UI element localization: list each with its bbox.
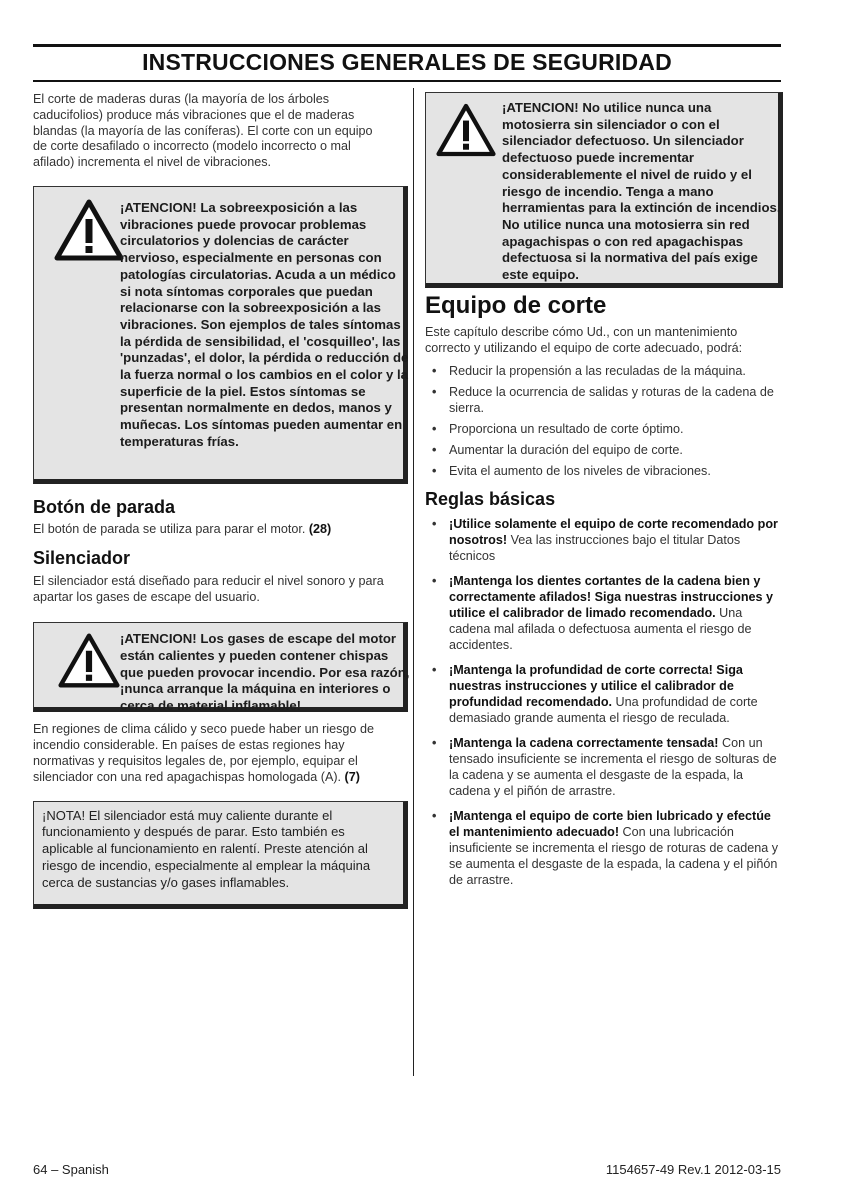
bullet-icon: •: [432, 735, 437, 750]
column-divider: [413, 88, 414, 1076]
title-rule: [33, 80, 781, 82]
bullet-icon: •: [432, 442, 437, 457]
stop-button-figure-ref: (28): [308, 521, 332, 536]
list-item-text: Aumentar la duración del equipo de corte.: [449, 442, 683, 457]
list-item-text: Reducir la propensión a las reculadas de la máquina.: [449, 363, 746, 378]
bullet-icon: •: [432, 516, 437, 531]
climate-description: En regiones de clima cálido y seco puede haber un riesgo de incendio considerable. En países de estas regiones hay normativas y requisitos legales de, por ejemplo, equipar el silenciador con una red apagachispas homologada (A).: [33, 722, 374, 784]
list-item: [425, 463, 783, 479]
rule-item: [425, 808, 783, 888]
footer-doc-ref: 1154657-49 Rev.1 2012-03-15: [605, 1162, 781, 1177]
stop-button-text: [33, 522, 408, 538]
stop-button-heading: Botón de parada: [33, 496, 176, 517]
stop-button-description: El botón de parada se utiliza para parar el motor.: [33, 521, 306, 536]
bullet-icon: •: [432, 421, 437, 436]
warning-triangle-icon: [58, 633, 120, 688]
warning-triangle-icon: [54, 199, 124, 261]
climate-text: [33, 722, 393, 785]
exhaust-warning-box: [33, 622, 408, 712]
muffler-note-text: ¡NOTA! El silenciador está muy caliente durante el funcionamiento y después de parar. Esto también es aplicable al funcionamiento en ralentí. Preste atención al riesgo de incendio, especialmente al emplear la máquina cerca de sustancias y/o gases inflamables.: [42, 807, 371, 890]
muffler-warning-text: ¡ATENCION! No utilice nunca una motosierra sin silenciador o con el silenciador defectuoso. Un silenciador defectuoso puede incrementar considerablemente el nivel de ruido y el riesgo de incendio. Tenga a mano herramientas para la extinción de incendios. No utilice nunca una motosierra sin red apagachispas o con red apagachispas defectuosa si la normativa del país exige este equipo.: [502, 100, 781, 283]
climate-figure-ref: (7): [344, 769, 360, 784]
exhaust-warning-text: ¡ATENCION! Los gases de escape del motor están calientes y pueden contener chispas que pueden provocar incendio. Por esa razón, ¡nunca arranque la máquina en interiores o cerca de material inflamable!: [120, 631, 410, 714]
rule-bold-text: ¡Mantenga el equipo de corte bien lubricado y efectúe el mantenimiento adecuado!: [449, 808, 771, 839]
bullet-icon: •: [432, 384, 437, 399]
basic-rules-heading: Reglas básicas: [425, 488, 556, 509]
bullet-icon: •: [432, 662, 437, 677]
rule-bold-text: ¡Mantenga la cadena correctamente tensada!: [449, 735, 719, 750]
vibration-warning-box: [33, 186, 408, 484]
rule-bold-text: ¡Mantenga los dientes cortantes de la cadena bien y correctamente afilados! Siga nuestras instrucciones y utilice el calibrador de limado recomendado.: [449, 573, 774, 620]
footer-page-label: 64 – Spanish: [33, 1162, 109, 1177]
vibration-warning-text: ¡ATENCION! La sobreexposición a las vibraciones puede provocar problemas circulatorios y dolencias de carácter nervioso, especialmente en personas con patologías circulatorias. Acuda a un médico si nota síntomas corporales que puedan relacionarse con la sobreexposición a las vibraciones. Son ejemplos de tales síntomas la pérdida de sensibilidad, el 'cosquilleo', las 'punzadas', el dolor, la pérdida o reducción de la fuerza normal o los cambios en el color y la superficie de la piel. Estos síntomas se presentan normalmente en dedos, manos y muñecas. Los síntomas pueden aumentar en temperaturas frías.: [120, 199, 409, 449]
rule-item: [425, 735, 783, 799]
rule-text: Con un tensado insuficiente se incrementa el riesgo de solturas de la cadena y se aumenta el desgaste de la espada, la cadena y el piñón de arrastre.: [449, 735, 777, 798]
rule-bold-text: ¡Utilice solamente el equipo de corte recomendado por nosotros!: [449, 516, 778, 547]
list-item-text: Proporciona un resultado de corte óptimo.: [449, 421, 684, 436]
muffler-heading: Silenciador: [33, 547, 131, 568]
cutting-equipment-intro: Este capítulo describe cómo Ud., con un mantenimiento correcto y utilizando el equipo de corte adecuado, podrá:: [425, 325, 743, 355]
left-column: [33, 92, 408, 909]
list-item: [425, 442, 783, 458]
top-rule: [33, 44, 781, 47]
vibration-intro: El corte de maderas duras (la mayoría de los árboles caducifolios) produce más vibraciones que el de maderas blandas (la mayoría de las coníferas). El corte con un equipo de corte desafilado o incorrecto (modelo incorrecto o mal afilado) incrementa el nivel de vibraciones.: [33, 92, 373, 170]
bullet-icon: •: [432, 573, 437, 588]
muffler-note-box: [33, 801, 408, 909]
rule-text: Una cadena mal afilada o defectuosa aumenta el riesgo de accidentes.: [449, 605, 752, 652]
list-item: [425, 384, 783, 416]
rule-item: [425, 662, 783, 726]
cutting-equipment-list: [425, 363, 783, 479]
rule-item: [425, 573, 783, 653]
rule-text: Una profundidad de corte demasiado grande aumenta el riesgo de reculada.: [449, 694, 758, 725]
list-item: [425, 363, 783, 379]
cutting-equipment-heading: Equipo de corte: [425, 292, 607, 319]
list-item-text: Evita el aumento de los niveles de vibraciones.: [449, 463, 711, 478]
warning-triangle-icon: [436, 103, 496, 157]
list-item: [425, 421, 783, 437]
rule-text: Vea las instrucciones bajo el titular Datos técnicos: [449, 532, 741, 563]
list-item-text: Reduce la ocurrencia de salidas y roturas de la cadena de sierra.: [449, 384, 774, 415]
rule-text: Con una lubricación insuficiente se incrementa el riesgo de roturas de cadena y se aumenta el desgaste de la espada, la cadena y el piñón de arrastre.: [449, 824, 779, 887]
rule-item: [425, 516, 783, 564]
muffler-text: El silenciador está diseñado para reducir el nivel sonoro y para apartar los gases de escape del usuario.: [33, 573, 384, 604]
muffler-warning-box: [425, 92, 783, 288]
page-title: INSTRUCCIONES GENERALES DE SEGURIDAD: [142, 49, 672, 75]
bullet-icon: •: [432, 363, 437, 378]
rule-bold-text: ¡Mantenga la profundidad de corte correcta! Siga nuestras instrucciones y utilice el calibrador de profundidad recomendado.: [449, 662, 743, 709]
basic-rules-list: [425, 516, 783, 888]
right-column: [425, 92, 783, 897]
bullet-icon: •: [432, 463, 437, 478]
bullet-icon: •: [432, 808, 437, 823]
